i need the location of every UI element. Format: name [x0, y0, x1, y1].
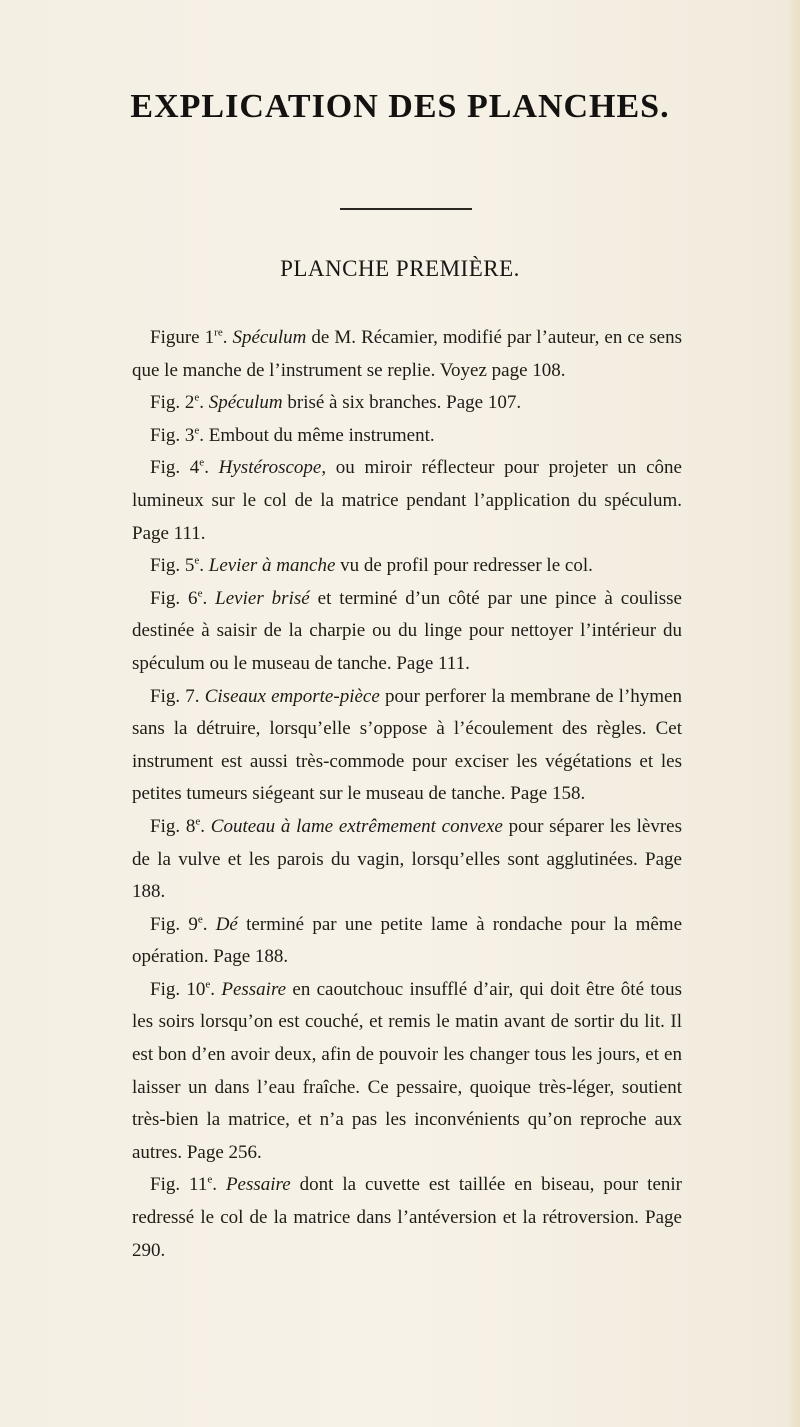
figure-description: pour séparer les lèvres de la vulve et les parois du vagin, lorsqu’elles sont agglutinées. Page 188. — [132, 815, 682, 903]
figure-entry: Fig. 4e. Hystéroscope, ou miroir réflecteur pour projeter un cône lumineux sur le col de la matrice pendant l’application du spéculum. Page 111. — [132, 457, 682, 544]
figure-ordinal: e — [194, 424, 200, 437]
figure-ordinal: e — [197, 587, 203, 600]
figure-description: pour perforer la membrane de l’hymen sans la détruire, lorsqu’elle s’oppose à l’écoulement des règles. Cet instrument est aussi très-commode pour exciser les végétations et les petites tumeurs siégeant sur le museau de tanche. Page 158. — [132, 685, 682, 805]
figure-description: terminé par une petite lame à rondache pour la même opération. Page 188. — [132, 913, 682, 968]
instrument-name: Hystéroscope — [218, 457, 322, 479]
figure-number: Fig. 3 — [150, 424, 195, 446]
figure-number: Fig. 9 — [150, 913, 198, 935]
figure-description: , ou miroir réflecteur pour projeter un cône lumineux sur le col de la matrice pendant l’application du spéculum. Page 111. — [132, 457, 682, 544]
figure-entry: Fig. 2e. Spéculum brisé à six branches. Page 107. — [150, 391, 522, 414]
figure-entry: Fig. 3e. Embout du même instrument. — [150, 424, 435, 446]
figure-number: Fig. 5 — [150, 555, 195, 577]
figure-number: Fig. 8 — [150, 815, 196, 837]
figure-entry: Figure 1re. Spéculum de M. Récamier, modifié par l’auteur, en ce sens que le manche de l’instrument se replie. Voyez page 108. — [132, 326, 683, 381]
figure-entry: Fig. 11e. Pessaire dont la cuvette est taillée en biseau, pour tenir redressé le col de la matrice dans l’antéversion et la rétroversion. Page 290. — [132, 1174, 682, 1261]
page-edge-shadow — [786, 0, 800, 1427]
instrument-name: Pessaire — [225, 1174, 291, 1196]
figure-description: de M. Récamier, modifié par l’auteur, en ce sens que le manche de l’instrument se replie. Voyez page 108. — [132, 327, 683, 381]
instrument-name: Spéculum — [232, 327, 307, 348]
figure-number: Figure 1 — [150, 327, 215, 348]
figure-number: Fig. 7 — [150, 685, 195, 707]
figure-description: Embout du même instrument. — [208, 424, 435, 446]
figure-ordinal: e — [197, 913, 203, 926]
figure-description: et terminé d’un côté par une pince à coulisse destinée à saisir de la charpie ou du linge pour nettoyer l’intérieur du spéculum ou le museau de tanche. Page 111. — [132, 587, 682, 674]
title-rule — [340, 208, 472, 210]
figure-entry: Fig. 8e. Couteau à lame extrêmement convexe pour séparer les lèvres de la vulve et les parois du vagin, lorsqu’elles sont agglutinées. Page 188. — [132, 815, 682, 903]
instrument-name: Spéculum — [208, 392, 283, 414]
figure-entry: Fig. 5e. Levier à manche vu de profil pour redresser le col. — [150, 554, 593, 577]
figure-ordinal: e — [194, 554, 200, 567]
figure-list — [132, 322, 682, 1267]
figure-description: dont la cuvette est taillée en biseau, pour tenir redressé le col de la matrice dans l’antéversion et la rétroversion. Page 290. — [132, 1174, 682, 1261]
instrument-name: Dé — [215, 913, 238, 935]
figure-number: Fig. 6 — [150, 587, 198, 609]
figure-entry: Fig. 6e. Levier brisé et terminé d’un côté par une pince à coulisse destinée à saisir de la charpie ou du linge pour nettoyer l’intérieur du spéculum ou le museau de tanche. Page 111. — [132, 587, 682, 674]
figure-number: Fig. 11 — [150, 1174, 208, 1196]
figure-description: brisé à six branches. Page 107. — [282, 392, 522, 414]
figure-number: Fig. 4 — [150, 457, 200, 479]
instrument-name: Levier à manche — [208, 555, 336, 577]
instrument-name: Levier brisé — [215, 587, 310, 609]
figure-entry: Fig. 9e. Dé terminé par une petite lame à rondache pour la même opération. Page 188. — [132, 913, 682, 968]
figure-ordinal: e — [207, 1174, 213, 1187]
figure-entry: Fig. 10e. Pessaire en caoutchouc insufflé d’air, qui doit être ôté tous les soirs lorsqu’on est couché, et remis le matin avant de sortir du lit. Il est bon d’en avoir deux, afin de pouvoir les changer tous les jours, et en laisser un dans l’eau fraîche. Ce pessaire, quoique très-léger, soutient très-bien la matrice, et n’a pas les inconvénients qu’on reproche aux autres. Page 256. — [132, 978, 682, 1163]
instrument-name: Ciseaux emporte-pièce — [204, 685, 380, 707]
figure-ordinal: re — [214, 326, 223, 339]
figure-ordinal: e — [205, 978, 211, 991]
section-title: PLANCHE PREMIÈRE. — [280, 256, 520, 281]
figure-ordinal: e — [194, 391, 200, 404]
page-title: EXPLICATION DES PLANCHES. — [130, 88, 670, 125]
instrument-name: Pessaire — [221, 978, 287, 1000]
instrument-name: Couteau à lame extrêmement convexe — [210, 815, 503, 837]
figure-number: Fig. 2 — [150, 392, 195, 414]
figure-entry: Fig. 7. Ciseaux emporte-pièce pour perforer la membrane de l’hymen sans la détruire, lorsqu’elle s’oppose à l’écoulement des règles. Cet instrument est aussi très-commode pour exciser les végétations et les petites tumeurs siégeant sur le museau de tanche. Page 158. — [132, 685, 682, 805]
figure-number: Fig. 10 — [150, 978, 206, 1000]
figure-description: vu de profil pour redresser le col. — [335, 555, 593, 577]
figure-ordinal: e — [195, 815, 201, 828]
figure-description: en caoutchouc insufflé d’air, qui doit être ôté tous les soirs lorsqu’on est couché, et remis le matin avant de sortir du lit. Il est bon d’en avoir deux, afin de pouvoir les changer tous les jours, et en laisser un dans l’eau fraîche. Ce pessaire, quoique très-léger, soutient très-bien la matrice, et n’a pas les inconvénients qu’on reproche aux autres. Page 256. — [132, 978, 682, 1163]
figure-ordinal: e — [199, 457, 205, 470]
